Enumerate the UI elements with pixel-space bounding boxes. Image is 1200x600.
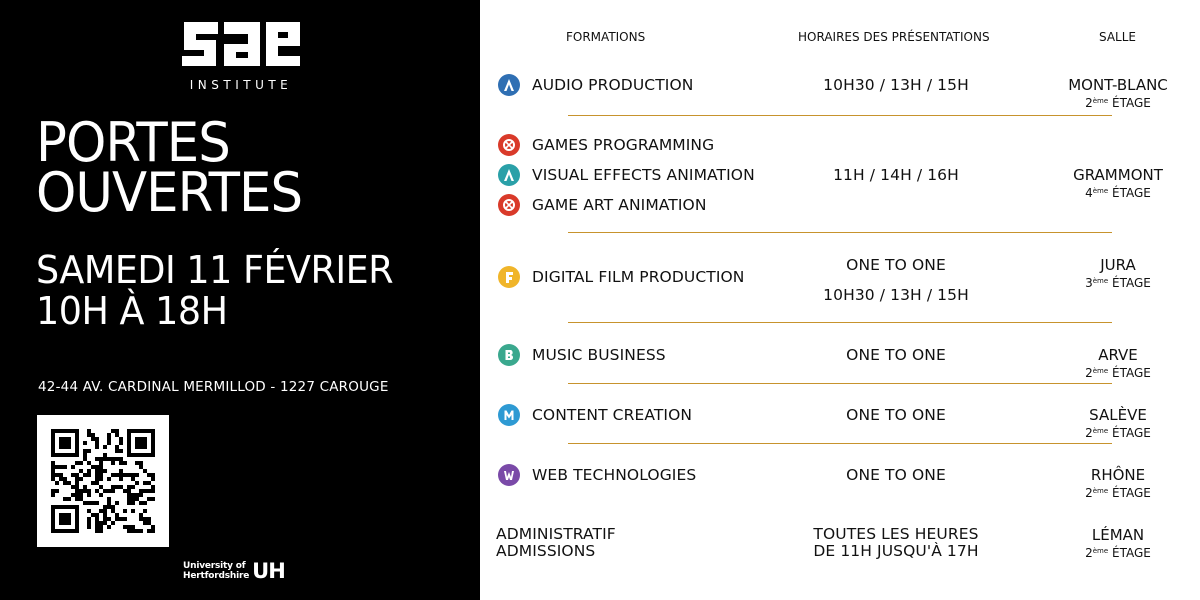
film-icon <box>498 266 520 288</box>
room-name: JURA <box>1100 256 1136 274</box>
header-salle: SALLE <box>1099 30 1137 44</box>
header-horaires: HORAIRES DES PRÉSENTATIONS <box>798 30 990 44</box>
room-row-2 <box>1048 167 1188 200</box>
game-art-icon <box>498 194 520 216</box>
room-row-1 <box>1048 77 1188 110</box>
divider <box>568 443 1112 444</box>
room-row-4 <box>1048 347 1188 380</box>
time-row-3a: ONE TO ONE <box>846 256 946 274</box>
room-floor: 4ème ÉTAGE <box>1085 186 1151 200</box>
course-game-art-animation: GAME ART ANIMATION <box>532 196 707 214</box>
event-title <box>36 111 303 224</box>
partner-line-2: Hertfordshire <box>183 571 250 581</box>
course-games-programming: GAMES PROGRAMMING <box>532 136 715 154</box>
time-row-7a: TOUTES LES HEURES <box>813 525 979 543</box>
divider <box>568 232 1112 233</box>
room-floor: 2ème ÉTAGE <box>1085 426 1151 440</box>
left-panel <box>0 0 480 600</box>
sae-logo <box>180 16 302 98</box>
room-name: MONT-BLANC <box>1068 76 1168 94</box>
partner-line-1: University of <box>183 561 246 571</box>
university-hertfordshire-logo <box>183 561 285 581</box>
qr-code[interactable] <box>37 415 169 547</box>
time-row-1: 10H30 / 13H / 15H <box>823 76 969 94</box>
date-line-1: SAMEDI 11 FÉVRIER <box>36 248 394 292</box>
event-address: 42-44 AV. CARDINAL MERMILLOD - 1227 CAROUGE <box>38 379 389 395</box>
divider <box>568 383 1112 384</box>
qr-code-graphic <box>51 429 155 533</box>
divider <box>568 115 1112 116</box>
room-row-3 <box>1048 257 1188 290</box>
time-row-5: ONE TO ONE <box>846 406 946 424</box>
course-administratif: ADMINISTRATIF <box>496 525 616 543</box>
room-row-6 <box>1048 467 1188 500</box>
event-date <box>36 250 393 332</box>
title-line-2: OUVERTES <box>36 161 303 224</box>
room-row-5 <box>1048 407 1188 440</box>
room-name: ARVE <box>1098 346 1138 364</box>
time-row-4: ONE TO ONE <box>846 346 946 364</box>
header-formations: FORMATIONS <box>566 30 646 44</box>
course-web-technologies: WEB TECHNOLOGIES <box>532 466 697 484</box>
course-content-creation: CONTENT CREATION <box>532 406 693 424</box>
vfx-icon <box>498 164 520 186</box>
course-digital-film-production: DIGITAL FILM PRODUCTION <box>532 268 745 286</box>
course-admissions: ADMISSIONS <box>496 542 596 560</box>
room-row-7 <box>1048 527 1188 560</box>
sae-logo-mark <box>180 16 302 74</box>
time-row-2: 11H / 14H / 16H <box>833 166 959 184</box>
room-name: RHÔNE <box>1090 466 1146 484</box>
time-row-7b: DE 11H JUSQU'À 17H <box>813 542 979 560</box>
room-floor: 2ème ÉTAGE <box>1085 486 1151 500</box>
course-music-business: MUSIC BUSINESS <box>532 346 666 364</box>
divider <box>568 322 1112 323</box>
audio-icon <box>498 74 520 96</box>
room-floor: 2ème ÉTAGE <box>1085 546 1151 560</box>
room-name: SALÈVE <box>1089 406 1147 424</box>
room-floor: 2ème ÉTAGE <box>1085 366 1151 380</box>
date-line-2: 10H À 18H <box>36 289 228 333</box>
room-floor: 3ème ÉTAGE <box>1085 276 1151 290</box>
schedule-panel <box>480 0 1200 600</box>
web-icon <box>498 464 520 486</box>
title-line-1: PORTES <box>36 111 230 174</box>
content-icon <box>498 404 520 426</box>
time-row-3b: 10H30 / 13H / 15H <box>823 286 969 304</box>
music-business-icon <box>498 344 520 366</box>
logo-subtitle: INSTITUTE <box>189 78 293 92</box>
course-audio-production: AUDIO PRODUCTION <box>532 76 694 94</box>
room-floor: 2ème ÉTAGE <box>1085 96 1151 110</box>
partner-mark: UH <box>252 559 285 583</box>
time-row-6: ONE TO ONE <box>846 466 946 484</box>
room-name: LÉMAN <box>1091 526 1145 544</box>
course-visual-effects-animation: VISUAL EFFECTS ANIMATION <box>532 166 755 184</box>
room-name: GRAMMONT <box>1073 166 1163 184</box>
games-icon <box>498 134 520 156</box>
